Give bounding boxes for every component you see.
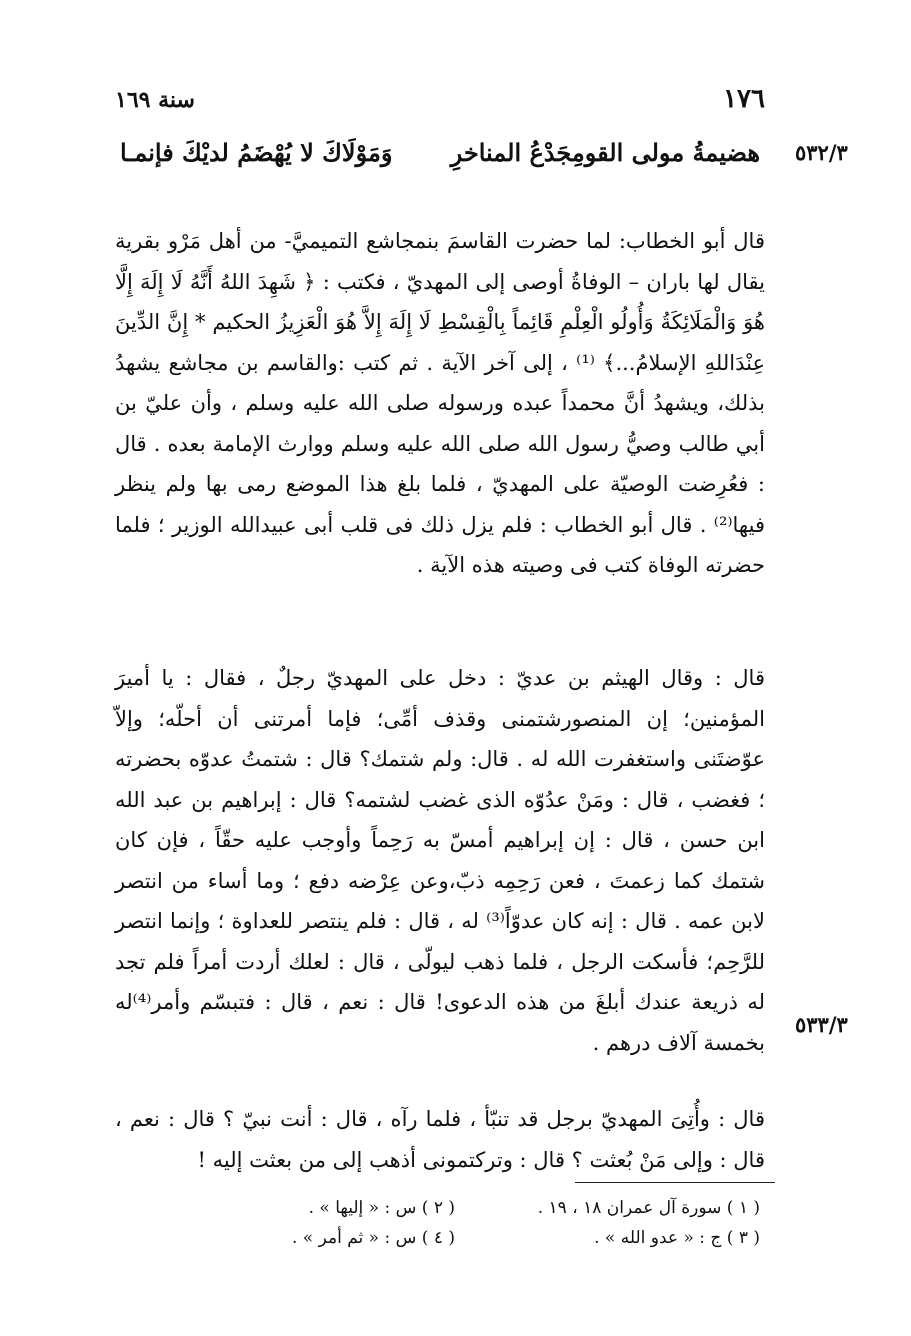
paragraph-prophet-claimant: قال : وأُتِىَ المهديّ برجل قد تنبّأ ، فلما رآه ، قال : أنت نبيّ ؟ قال : نعم ، قال : وإلى مَنْ بُعثت ؟ قال : وتركتمونى أذهب إلى من بعثت إليه ! (115, 1107, 765, 1172)
footnote: ( ٤ ) س : « ثم أمر » . (292, 1228, 455, 1248)
poetry-verse (120, 138, 760, 167)
footnote: ( ١ ) سورة آل عمران ١٨ ، ١٩ . (537, 1198, 760, 1218)
verse-first-hemistich: وَمَوْلَاكَ لا يُهْضَمُ لديْكَ فإنمـا (120, 138, 393, 167)
footnote-divider (575, 1182, 775, 1183)
footnote: ( ٢ ) س : « إليها » . (308, 1198, 455, 1218)
margin-reference: ٥٣٢/٣ (795, 140, 848, 165)
margin-reference: ٥٣٣/٣ (795, 1012, 848, 1037)
page-number: ١٧٦ (723, 84, 765, 114)
paragraph-will: قال أبو الخطاب: لما حضرت القاسمَ بنمجاشع التميميَّ- من أهل مَرْو بقرية يقال لها باران – الوفاةُ أوصى إلى المهديّ ، فكتب : ﴿ شَهِدَ اللهُ أَنَّهُ لَا إِلَهَ إِلَّا هُوَ وَالْمَلَائِكَةُ وَأُولُو الْعِلْمِ قَائِماً بِالْقِسْطِ لَا إِلَهَ إِلاَّ هُوَ الْعَزِيزُ الحكيم * إِنَّ الدِّينَ عِنْدَاللهِ الإسلامُ...﴾ ⁽¹⁾ ، إلى آخر الآية . ثم كتب :والقاسم بن مجاشع يشهدُ بذلك، ويشهدُ أنَّ محمداً عبده ورسوله صلى الله عليه وسلم ، وأن عليّ بن أبي طالب وصيُّ رسول الله صلى الله عليه وسلم ووارث الإمامة بعده . قال : فعُرِضت الوصيّة على المهديّ ، فلما بلغ هذا الموضع رمى بها ولم ينظر فيها⁽²⁾ . قال أبو الخطاب : فلم يزل ذلك فى قلب أبى عبيدالله الوزير ؛ فلما حضرته الوفاة كتب فى وصيته هذه الآية . (115, 229, 765, 577)
year-label: سنة ١٦٩ (115, 87, 195, 113)
footnote: ( ٣ ) ج : « عدو الله » . (594, 1228, 760, 1248)
paragraph-haytham: قال : وقال الهيثم بن عديّ : دخل على المهديّ رجلٌ ، فقال : يا أميرَ المؤمنين؛ إن المنصورشتمنى وقذف أمِّى؛ فإما أمرتنى أن أحلّه؛ وإلاّ عوّضتَنى واستغفرت الله له . قال: ولم شتمك؟ قال : شتمتُ عدوّه بحضرته ؛ فغضب ، قال : ومَنْ عدُوّه الذى غضب لشتمه؟ قال : إبراهيم بن عبد الله ابن حسن ، قال : إن إبراهيم أمسّ به رَحِماً وأوجب عليه حقّاً ، فإن كان شتمك كما زعمتَ ، فعن رَحِمِه ذبّ،وعن عِرْضه دفع ؛ وما أساء من انتصر لابن عمه . قال : إنه كان عدوّاً⁽³⁾ له ، قال : فلم ينتصر للعداوة ؛ وإنما انتصر للرَّحِم؛ فأسكت الرجل ، فلما ذهب ليولّى ، قال : لعلك أردت أمراً فلم تجد له ذريعة عندك أبلغَ من هذه الدعوى! قال : نعم ، قال : فتبسّم وأمر⁽⁴⁾له بخمسة آلاف درهم . (115, 666, 765, 1055)
page-header (115, 84, 765, 114)
footnotes (200, 1198, 760, 1248)
verse-second-hemistich: هضيمةُ مولى القومِجَدْعُ المناخرِ (450, 138, 760, 167)
